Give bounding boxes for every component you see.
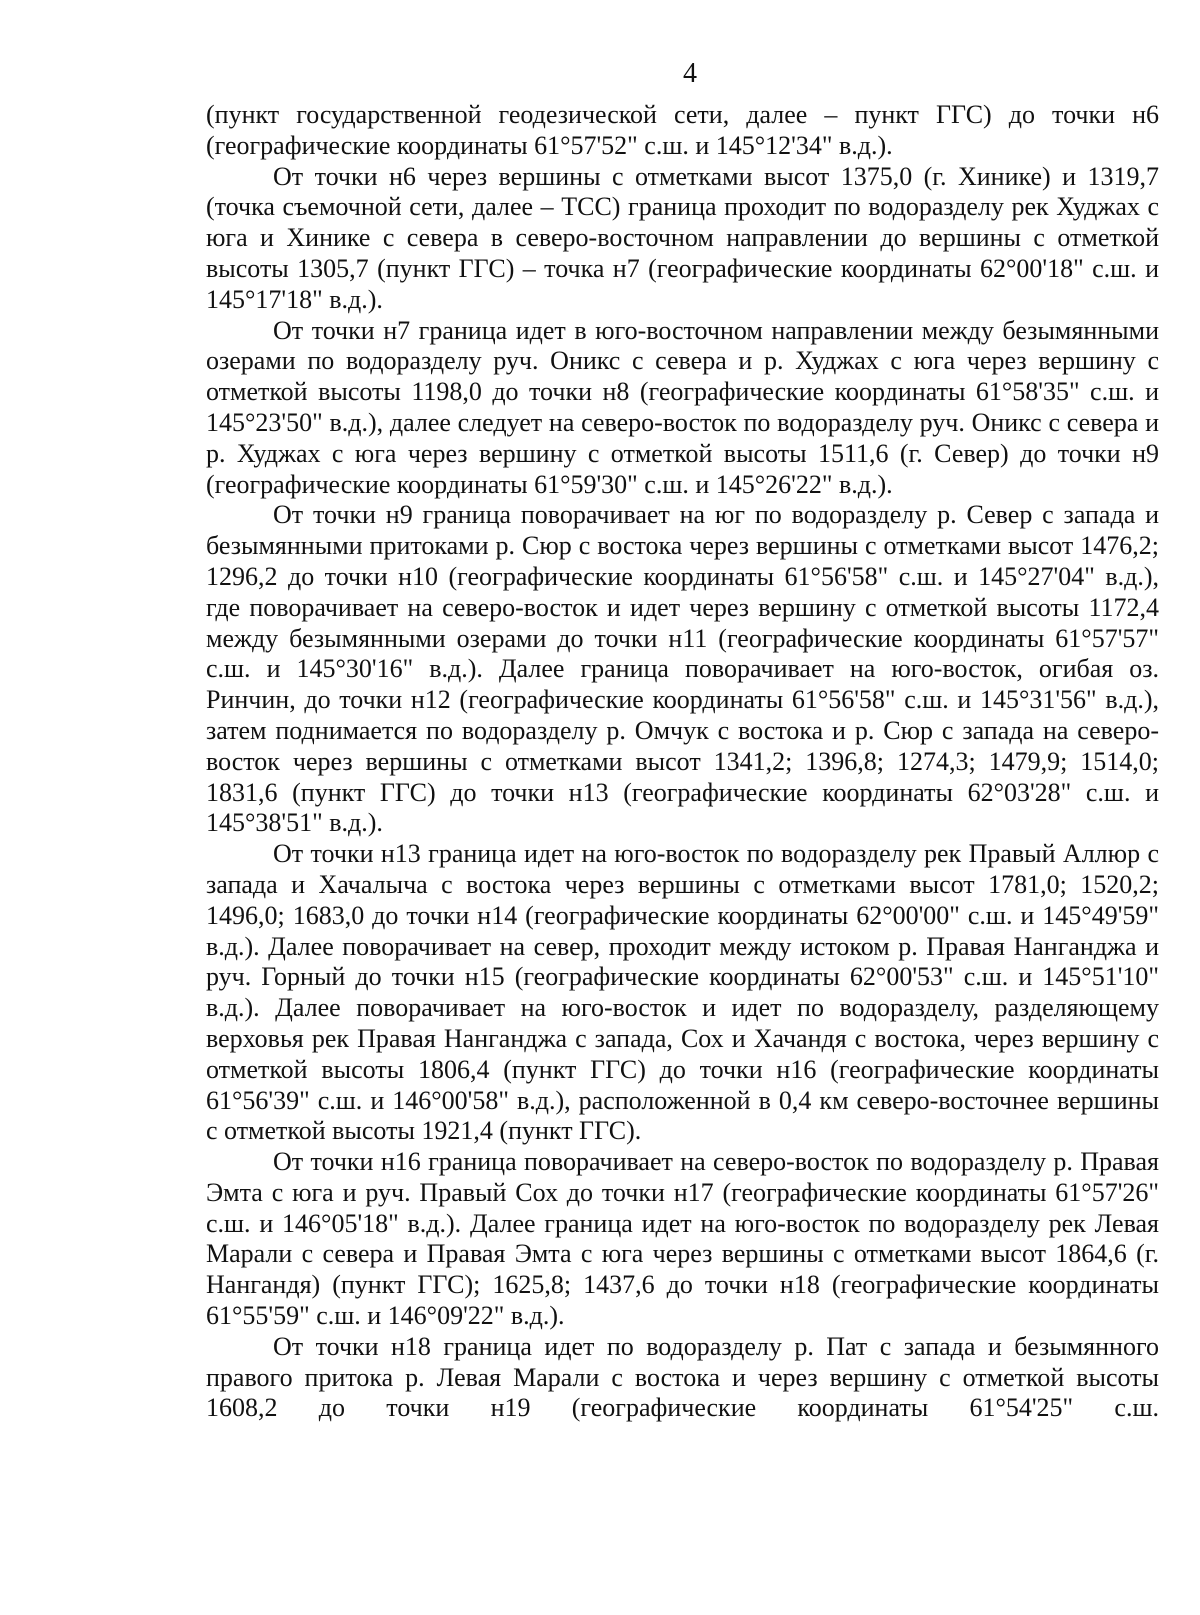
paragraph-7: От точки н18 граница идет по водоразделу р. Пат с запада и безымянного правого притока р. Левая Марали с востока и через вершину с отметкой высоты 1608,2 до точки н19 (географические координаты 61°54'25" с.ш. <box>206 1331 1159 1423</box>
paragraph-4: От точки н9 граница поворачивает на юг по водоразделу р. Север с запада и безымянными притоками р. Сюр с востока через вершины с отметками высот 1476,2; 1296,2 до точки н10 (географические координаты 61°56'58" с.ш. и 145°27'04" в.д.), где поворачивает на северо-восток и идет через вершину с отметкой высоты 1172,4 между безымянными озерами до точки н11 (географические координаты 61°57'57" с.ш. и 145°30'16" в.д.). Далее граница поворачивает на юго-восток, огибая оз. Ринчин, до точки н12 (географические координаты 61°56'58" с.ш. и 145°31'56" в.д.), затем поднимается по водоразделу р. Омчук с востока и р. Сюр с запада на северо-восток через вершины с отметками высот 1341,2; 1396,8; 1274,3; 1479,9; 1514,0; 1831,6 (пункт ГГС) до точки н13 (географические координаты 62°03'28" с.ш. и 145°38'51" в.д.). <box>206 500 1159 838</box>
document-body <box>206 100 1159 1424</box>
paragraph-1: (пункт государственной геодезической сети, далее – пункт ГГС) до точки н6 (географические координаты 61°57'52" с.ш. и 145°12'34" в.д.). <box>206 100 1159 160</box>
page-number: 4 <box>683 58 697 89</box>
paragraph-6: От точки н16 граница поворачивает на северо-восток по водоразделу р. Правая Эмта с юга и руч. Правый Сох до точки н17 (географические координаты 61°57'26" с.ш. и 146°05'18" в.д.). Далее граница идет на юго-восток по водоразделу рек Левая Марали с севера и Правая Эмта с юга через вершины с отметками высот 1864,6 (г. Нангандя) (пункт ГГС); 1625,8; 1437,6 до точки н18 (географические координаты 61°55'59" с.ш. и 146°09'22" в.д.). <box>206 1147 1159 1331</box>
paragraph-2: От точки н6 через вершины с отметками высот 1375,0 (г. Хинике) и 1319,7 (точка съемочной сети, далее – ТСС) граница проходит по водоразделу рек Худжах с юга и Хинике с севера в северо-восточном направлении до вершины с отметкой высоты 1305,7 (пункт ГГС) – точка н7 (географические координаты 62°00'18" с.ш. и 145°17'18" в.д.). <box>206 161 1159 314</box>
paragraph-3: От точки н7 граница идет в юго-восточном направлении между безымянными озерами по водоразделу руч. Оникс с севера и р. Худжах с юга через вершину с отметкой высоты 1198,0 до точки н8 (географические координаты 61°58'35" с.ш. и 145°23'50" в.д.), далее следует на северо-восток по водоразделу руч. Оникс с севера и р. Худжах с юга через вершину с отметкой высоты 1511,6 (г. Север) до точки н9 (географические координаты 61°59'30" с.ш. и 145°26'22" в.д.). <box>206 315 1159 499</box>
paragraph-5: От точки н13 граница идет на юго-восток по водоразделу рек Правый Аллюр с запада и Хачалыча с востока через вершины с отметками высот 1781,0; 1520,2; 1496,0; 1683,0 до точки н14 (географические координаты 62°00'00" с.ш. и 145°49'59" в.д.). Далее поворачивает на север, проходит между истоком р. Правая Нанганджа и руч. Горный до точки н15 (географические координаты 62°00'53" с.ш. и 145°51'10" в.д.). Далее поворачивает на юго-восток и идет по водоразделу, разделяющему верховья рек Правая Нанганджа с запада, Сох и Хачандя с востока, через вершину с отметкой высоты 1806,4 (пункт ГГС) до точки н16 (географические координаты 61°56'39" с.ш. и 146°00'58" в.д.), расположенной в 0,4 км северо-восточнее вершины с отметкой высоты 1921,4 (пункт ГГС). <box>206 839 1159 1146</box>
